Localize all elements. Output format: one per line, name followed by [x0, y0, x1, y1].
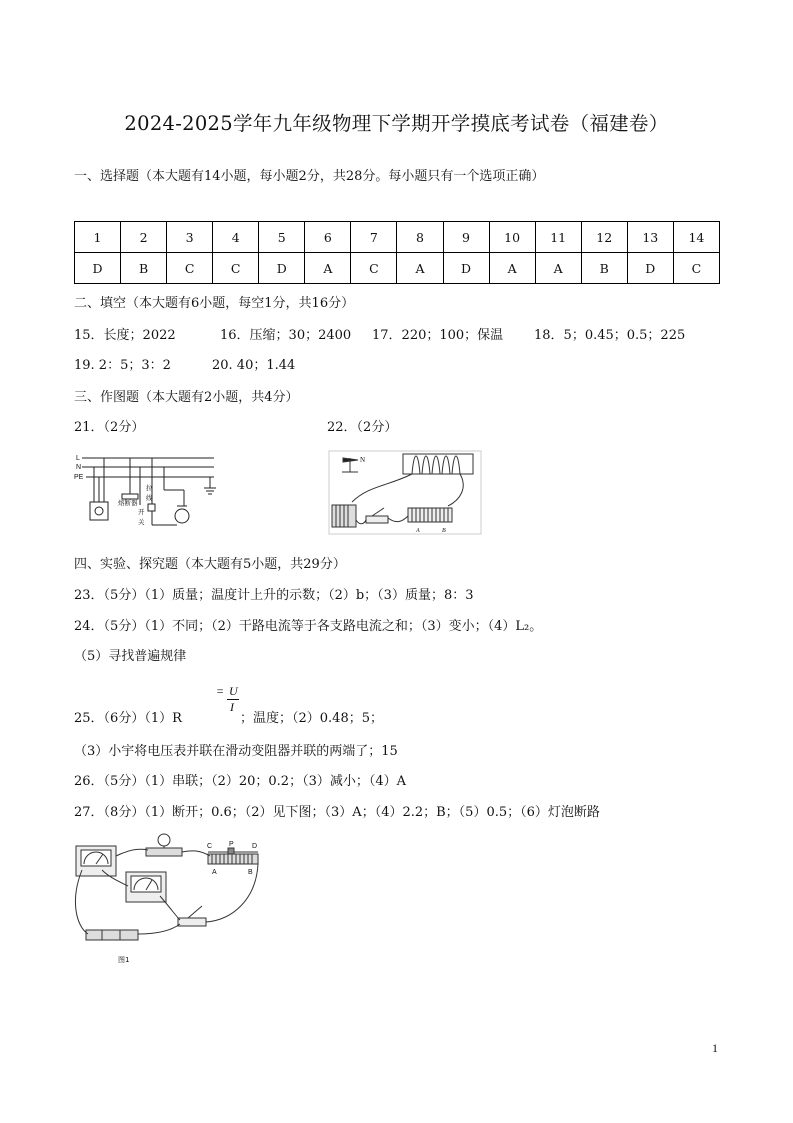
answer-q22: 22．（2分） [327, 420, 398, 435]
question-number-cell: 3 [167, 222, 213, 253]
section2-heading: 二、填空（本大题有6小题，每空1分，共16分） [74, 296, 355, 311]
question-number-cell: 5 [259, 222, 305, 253]
answer-cell: C [673, 253, 719, 284]
answer-cell: A [489, 253, 535, 284]
section1-heading: 一、选择题（本大题有14小题，每小题2分，共28分。每小题只有一个选项正确） [74, 169, 545, 184]
section3-heading: 三、作图题（本大题有2小题，共4分） [74, 390, 299, 405]
compass-label-N: N [360, 456, 366, 464]
question-number-cell: 14 [673, 222, 719, 253]
answer-cell: C [213, 253, 259, 284]
wiring-diagram-figure [72, 450, 222, 534]
page-title: 2024-2025学年九年级物理下学期开学摸底考试卷（福建卷） [124, 112, 669, 135]
formula-numerator: U [229, 684, 238, 698]
svg-text:拉: 拉 [146, 484, 153, 492]
answer-q17: 17．220；100；保温 [372, 328, 504, 343]
wiring-label-N: N [76, 464, 82, 471]
electromagnet-diagram-figure [328, 450, 483, 535]
rheostat-label-A: A [212, 869, 217, 876]
answer-cell: D [443, 253, 489, 284]
answer-cell: D [627, 253, 673, 284]
formula-equals: = [216, 684, 225, 698]
answer-table-number-row [75, 222, 720, 253]
question-number-cell: 6 [305, 222, 351, 253]
question-number-cell: 10 [489, 222, 535, 253]
answer-cell: C [351, 253, 397, 284]
answer-q19: 19. 2：5；3：2 [74, 358, 171, 373]
answer-cell: B [581, 253, 627, 284]
answer-q20: 20. 40；1.44 [212, 358, 296, 373]
page-number: 1 [712, 1041, 718, 1055]
rheostat-label-C: C [207, 843, 213, 850]
answer-cell: C [167, 253, 213, 284]
answer-q24: 24．（5分）（1）不同；（2）干路电流等于各支路电流之和；（3）变小；（4）L₂。 [74, 619, 543, 634]
question-number-cell: 4 [213, 222, 259, 253]
answer-q15: 15．长度；2022 [74, 328, 176, 343]
answer-q25-part1: 25．（6分）（1）R [74, 711, 182, 726]
rheostat-label-P: P [229, 841, 234, 848]
answer-cell: D [75, 253, 121, 284]
question-number-cell: 2 [121, 222, 167, 253]
answer-q24-part5: （5）寻找普遍规律 [74, 649, 187, 664]
wiring-label-fuse: 熔断器 [118, 499, 138, 507]
formula-denominator: I [230, 700, 234, 714]
rheostat-label-D: D [252, 843, 258, 850]
section4-heading: 四、实验、探究题（本大题有5小题，共29分） [74, 557, 346, 572]
question-number-cell: 12 [581, 222, 627, 253]
answer-q26: 26．（5分）（1）串联；（2）20；0.2；（3）减小；（4）A [74, 774, 407, 789]
svg-text:关: 关 [138, 518, 145, 526]
rheostat-label-A: A [416, 528, 420, 534]
answer-cell: A [397, 253, 443, 284]
answer-q27: 27．（8分）（1）断开；0.6；（2）见下图；（3）A；（4）2.2；B；（5）0.5；（6）灯泡断路 [74, 805, 600, 820]
svg-text:开: 开 [138, 508, 145, 516]
question-number-cell: 7 [351, 222, 397, 253]
question-number-cell: 9 [443, 222, 489, 253]
answer-table-answer-row [75, 253, 720, 284]
question-number-cell: 13 [627, 222, 673, 253]
answer-q21: 21．（2分） [74, 420, 145, 435]
rheostat-label-B: B [442, 528, 446, 534]
answer-q16: 16．压缩；30；2400 [220, 328, 352, 343]
answer-q25-part3: （3）小宇将电压表并联在滑动变阻器并联的两端了；15 [74, 744, 398, 759]
rheostat-label-B: B [248, 869, 253, 876]
figure-caption: 图1 [118, 956, 130, 964]
answer-q23: 23．（5分）（1）质量；温度计上升的示数；（2）b；（3）质量；8：3 [74, 588, 474, 603]
experiment-circuit-figure [72, 830, 272, 970]
answer-table [74, 221, 720, 284]
wiring-label-L: L [76, 455, 80, 462]
answer-cell: A [535, 253, 581, 284]
question-number-cell: 1 [75, 222, 121, 253]
answer-q18: 18．5；0.45；0.5；225 [534, 328, 686, 343]
answer-cell: A [305, 253, 351, 284]
svg-text:线: 线 [146, 494, 153, 502]
question-number-cell: 11 [535, 222, 581, 253]
answer-cell: D [259, 253, 305, 284]
answer-cell: B [121, 253, 167, 284]
wiring-label-PE: PE [74, 474, 84, 481]
question-number-cell: 8 [397, 222, 443, 253]
answer-q25-part2: ；温度；（2）0.48；5； [240, 711, 383, 726]
